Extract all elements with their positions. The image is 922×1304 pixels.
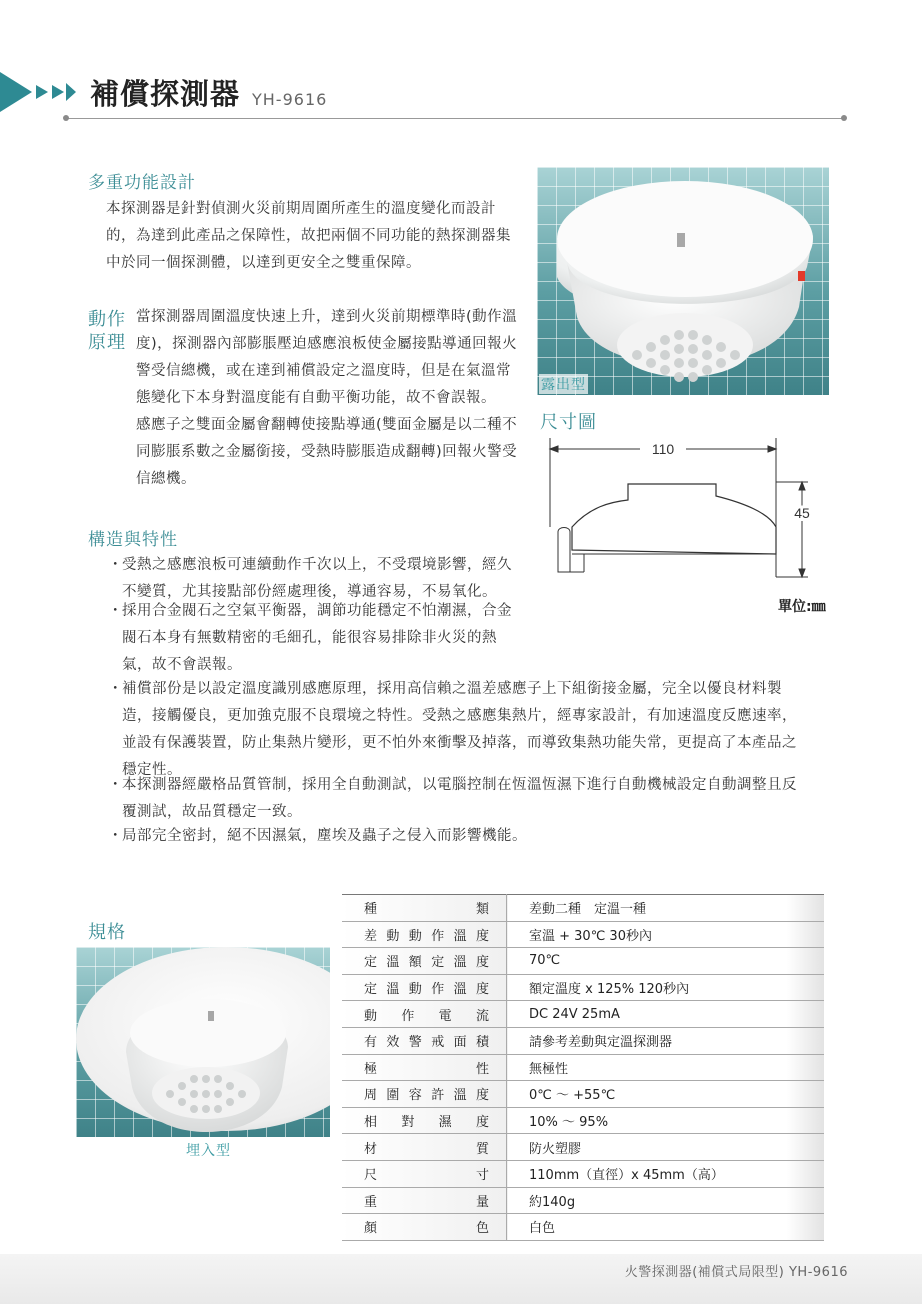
text-line: 覆測試，故品質穩定一致。 — [122, 804, 302, 820]
text-line: 受熱之感應浪板可連續動作千次以上，不受環境影響，經久 — [122, 557, 512, 573]
spec-label: 差動動作溫度 — [342, 921, 507, 948]
principle-heading — [88, 308, 126, 354]
table-row — [342, 1107, 824, 1134]
list-item — [108, 772, 797, 826]
multi-function-heading: 多重功能設計 — [88, 173, 196, 193]
spec-label: 定溫動作溫度 — [342, 974, 507, 1001]
spec-value: 額定溫度 x 125% 120秒內 — [507, 974, 825, 1001]
text-line: 中於同一個探測體，以達到更安全之雙重保障。 — [106, 255, 421, 271]
bullet-mark: ・ — [108, 557, 123, 573]
text-line: 不變質，尤其接點部份經處理後，導通容易，不易氧化。 — [122, 584, 497, 600]
flush-mount-photo — [76, 947, 330, 1137]
text-line: 感應子之雙面金屬會翻轉使接點導通(雙面金屬是以二種不 — [136, 417, 518, 433]
spec-label: 極性 — [342, 1054, 507, 1081]
table-row — [342, 1001, 824, 1028]
principle-text — [136, 304, 517, 493]
spec-value: 無極性 — [507, 1054, 825, 1081]
table-row — [342, 1054, 824, 1081]
text-line: 同膨脹系數之金屬銜接，受熱時膨脹造成翻轉)回報火警受 — [136, 444, 518, 460]
table-row — [342, 921, 824, 948]
text-line: 並設有保護裝置，防止集熱片變形，更不怕外來衝擊及掉落，而導致集熱功能失常，更提高了本產品之 — [122, 735, 797, 751]
table-row — [342, 948, 824, 975]
spec-label: 周圍容許溫度 — [342, 1081, 507, 1108]
spec-label: 種類 — [342, 895, 507, 922]
spec-value: 室溫 + 30℃ 30秒內 — [507, 921, 825, 948]
spec-value: 110mm（直徑）x 45mm（高） — [507, 1160, 825, 1187]
divider-dot-right — [841, 115, 847, 121]
vent-holes-icon — [617, 325, 757, 385]
table-row — [342, 1027, 824, 1054]
spec-value: 10% ～ 95% — [507, 1107, 825, 1134]
dimension-drawing — [540, 432, 840, 582]
vent-holes-icon — [160, 1069, 254, 1119]
spec-heading: 規格 — [88, 922, 126, 943]
dimension-unit: 單位:㎜ — [778, 599, 826, 615]
dimension-width-label: 110 — [651, 441, 675, 457]
text-line: 採用合金閥石之空氣平衡器，調節功能穩定不怕潮濕，合金 — [122, 603, 512, 619]
bullet-mark: ・ — [108, 681, 123, 697]
table-row — [342, 974, 824, 1001]
bullet-mark: ・ — [108, 828, 123, 844]
text-line: 信總機。 — [136, 471, 196, 487]
header-divider — [66, 118, 844, 119]
text-line: 度)，探測器內部膨脹壓迫感應浪板使金屬接點導通回報火 — [136, 336, 518, 352]
spec-table — [342, 894, 824, 1241]
surface-mount-label: 露出型 — [539, 374, 588, 394]
spec-label: 重量 — [342, 1187, 507, 1214]
divider-dot-left — [63, 115, 69, 121]
page-title: 補償探測器 — [90, 77, 241, 111]
text-line: 穩定性。 — [122, 762, 182, 778]
spec-value: 0℃ ～ +55℃ — [507, 1081, 825, 1108]
features-heading: 構造與特性 — [88, 530, 178, 550]
text-line: 局部完全密封，絕不因濕氣，塵埃及蟲子之侵入而影響機能。 — [122, 828, 527, 844]
list-item — [108, 823, 527, 850]
spec-value: DC 24V 25mA — [507, 1001, 825, 1028]
text-line: 造，接觸優良，更加強克服不良環境之特性。受熱之感應集熱片，經專家設計，有加速溫度反應速率， — [122, 708, 797, 724]
spec-label: 有效警戒面積 — [342, 1027, 507, 1054]
spec-label: 尺寸 — [342, 1160, 507, 1187]
spec-label: 相對濕度 — [342, 1107, 507, 1134]
text-line: 閥石本身有無數精密的毛細孔，能很容易排除非火災的熱 — [122, 630, 497, 646]
text-line: 本探測器經嚴格品質管制，採用全自動測試，以電腦控制在恆溫恆濕下進行自動機械設定自動調整且反 — [122, 777, 797, 793]
spec-label: 動作電流 — [342, 1001, 507, 1028]
table-row — [342, 1160, 824, 1187]
text-line: 當探測器周圍溫度快速上升，達到火災前期標準時(動作溫 — [136, 309, 518, 325]
spec-value: 請參考差動與定溫探測器 — [507, 1027, 825, 1054]
spec-value: 差動二種 定溫一種 — [507, 895, 825, 922]
table-row — [342, 895, 824, 922]
table-row — [342, 1081, 824, 1108]
list-item — [108, 598, 512, 679]
text-line: 警受信總機，或在達到補償設定之溫度時，但是在氣溫常 — [136, 363, 511, 379]
text-line: 氣，故不會誤報。 — [122, 657, 242, 673]
model-number: YH-9616 — [252, 90, 328, 109]
header-arrows-icon — [0, 72, 90, 112]
principle-heading-line: 原理 — [88, 332, 126, 353]
table-row — [342, 1187, 824, 1214]
principle-heading-line: 動作 — [88, 309, 126, 330]
dimension-height-label: 45 — [794, 505, 810, 521]
dimension-heading: 尺寸圖 — [540, 412, 597, 433]
text-line: 補償部份是以設定溫度識別感應原理，採用高信賴之溫差感應子上下組銜接金屬，完全以優良材料製 — [122, 681, 782, 697]
spec-label: 材質 — [342, 1134, 507, 1161]
bullet-mark: ・ — [108, 777, 123, 793]
spec-label: 顏色 — [342, 1214, 507, 1241]
table-row — [342, 1214, 824, 1241]
flush-mount-label: 埋入型 — [186, 1143, 231, 1159]
spec-value: 約140g — [507, 1187, 825, 1214]
list-item — [108, 676, 797, 784]
spec-value: 白色 — [507, 1214, 825, 1241]
text-line: 態變化下本身對溫度能有自動平衡功能，故不會誤報。 — [136, 390, 496, 406]
table-row — [342, 1134, 824, 1161]
text-line: 的，為達到此產品之保障性，故把兩個不同功能的熱探測器集 — [106, 228, 511, 244]
spec-value: 防火塑膠 — [507, 1134, 825, 1161]
surface-mount-photo — [537, 167, 829, 395]
footer-text: 火警探測器(補償式局限型) YH-9616 — [624, 1265, 848, 1280]
text-line: 本探測器是針對偵測火災前期周圍所產生的溫度變化而設計 — [106, 201, 496, 217]
bullet-mark: ・ — [108, 603, 123, 619]
multi-function-text — [106, 196, 511, 277]
spec-value: 70℃ — [507, 948, 825, 975]
spec-label: 定溫額定溫度 — [342, 948, 507, 975]
